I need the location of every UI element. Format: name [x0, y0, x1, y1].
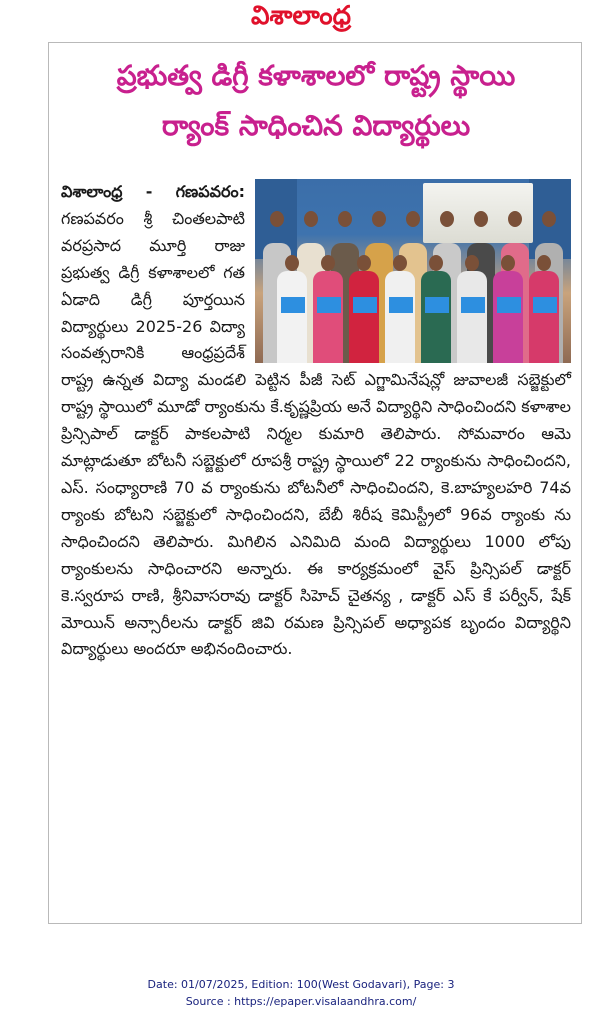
photo-person-head	[537, 255, 551, 271]
photo-person-head	[304, 211, 318, 227]
photo-person	[277, 271, 307, 363]
article-headline	[49, 51, 582, 151]
photo-person	[457, 271, 487, 363]
photo-person	[421, 271, 451, 363]
photo-person-head	[508, 211, 522, 227]
footer-source-link[interactable]: Source : https://epaper.visalaandhra.com/	[185, 995, 417, 1008]
photo-person	[493, 271, 523, 363]
photo-certificate	[497, 297, 521, 313]
photo-person-head	[501, 255, 515, 271]
article-body-text: గణపవరం శ్రీ చింతలపాటి వరప్రసాద మూర్తి రాజు ప్రభుత్వ డిగ్రీ కళాశాలలో గత ఏడాది డిగ్రీ పూర్తయిన విద్యార్థులు 2025-26 విద్యా సంవత్సరానికి ఆంధ్రప్రదేశ్ రాష్ట్ర ఉన్నత విద్యా మండలి పెట్టిన పీజీ సెట్ ఎగ్జామినేషన్లో జువాలజీ సబ్జెక్టులో రాష్ట్ర స్థాయిలో మూడో ర్యాంకును కే.కృష్ణప్రియ అనే విద్యార్థిని సాధించిందని కళాశాల ప్రిన్సిపాల్ డాక్టర్ పాకలపాటి నిర్మల కుమారి తెలిపారు. సోమవారం ఆమె మాట్లాడుతూ బోటనీ సబ్జెక్టులో రూపశ్రీ రాష్ట్ర స్థాయిలో 22 ర్యాంకును సాధించిందని, ఎస్. సంధ్యారాణి 70 వ ర్యాంకును బోటనీలో సాధించిందని, కె.బాహ్యలహరి 74వ ర్యాంకు బోటని సబ్జెక్టులో సాధించిందని, బేబీ శిరీష కెమిస్ట్రీలో 96వ ర్యాంకు ను సాధించిందని తెలిపారు. మిగిలిన ఎనిమిది మంది విద్యార్థులు 1000 లోపు ర్యాంకులను సాధించారని అన్నారు. ఈ కార్యక్రమంలో వైస్ ప్రిన్సిపల్ డాక్టర్ కె.స్వరూప రాణి, శ్రీనివాసరావు డాక్టర్ సిహెచ్ చైతన్య , డాక్టర్ ఎస్ కే పర్వీన్, షేక్ మోయిన్ అన్సారీలను డాక్టర్ జివి రమణ ప్రిన్సిపల్ అధ్యాపక బృందం విద్యార్థిని విద్యార్థులు అందరూ అభినందించారు.	[61, 208, 571, 659]
photo-person-head	[338, 211, 352, 227]
article-body	[61, 179, 571, 663]
photo-person-head	[429, 255, 443, 271]
photo-certificate	[353, 297, 377, 313]
headline-line-2: ర్యాంక్ సాధించిన విద్యార్థులు	[161, 109, 471, 142]
photo-person-head	[474, 211, 488, 227]
headline-line-1: ప్రభుత్వ డిగ్రీ కళాశాలలో రాష్ట్ర స్థాయి	[116, 59, 516, 92]
news-article	[48, 42, 582, 924]
photo-person-head	[465, 255, 479, 271]
photo-person	[313, 271, 343, 363]
photo-certificate	[533, 297, 557, 313]
photo-person-head	[321, 255, 335, 271]
photo-person-head	[285, 255, 299, 271]
masthead-logo: విశాలాంధ్ర	[251, 1, 351, 31]
article-photo	[255, 179, 571, 363]
photo-person-head	[372, 211, 386, 227]
photo-person-head	[270, 211, 284, 227]
photo-certificate	[389, 297, 413, 313]
photo-person-head	[542, 211, 556, 227]
photo-person-head	[357, 255, 371, 271]
photo-person	[529, 271, 559, 363]
photo-certificate	[425, 297, 449, 313]
photo-person	[385, 271, 415, 363]
footer-edition-info: Date: 01/07/2025, Edition: 100(West Godavari), Page: 3	[147, 978, 455, 991]
article-dateline: విశాలాంధ్ర - గణపవరం:	[61, 182, 245, 201]
photo-person-head	[440, 211, 454, 227]
photo-certificate	[317, 297, 341, 313]
photo-person	[349, 271, 379, 363]
photo-certificate	[281, 297, 305, 313]
photo-certificate	[461, 297, 485, 313]
masthead	[0, 0, 602, 32]
photo-person-head	[393, 255, 407, 271]
photo-person-head	[406, 211, 420, 227]
